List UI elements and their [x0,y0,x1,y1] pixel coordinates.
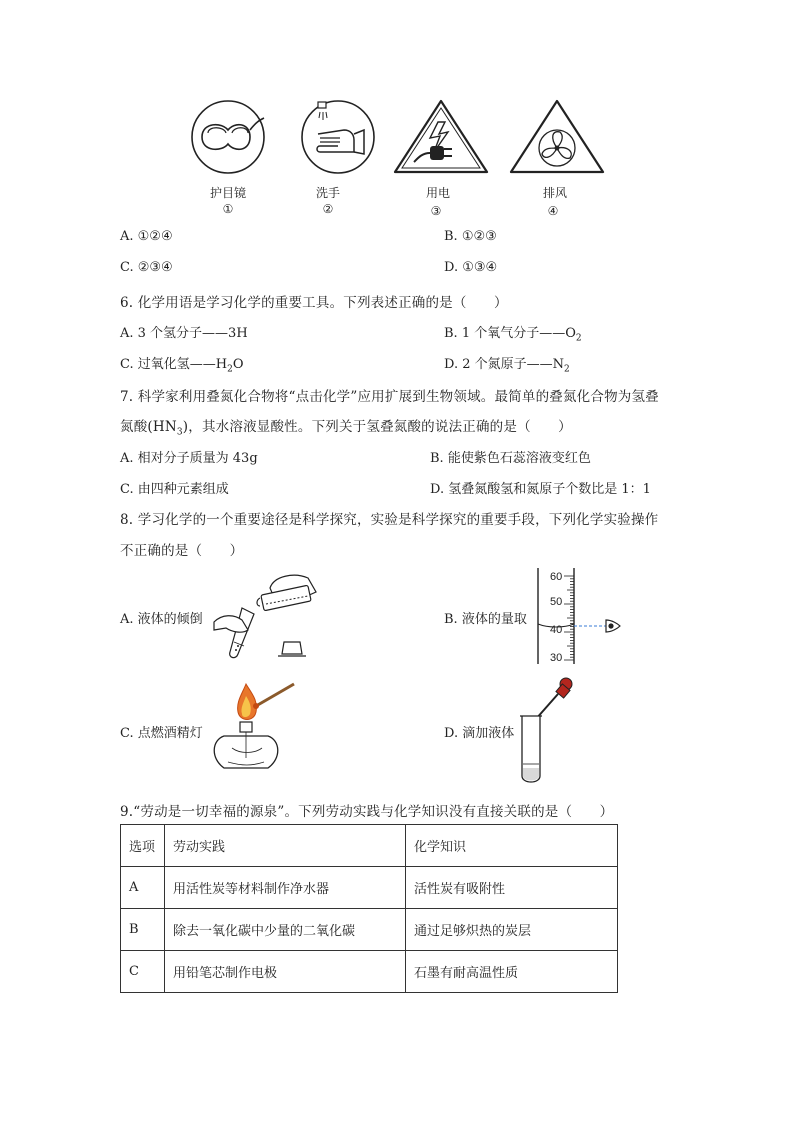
q6-option-b-text: B. 1 个氧气分子——O [444,326,576,341]
q5-option-b[interactable]: B. ①②③ [444,229,497,244]
dropper-illustration [512,676,582,784]
electricity-number: ③ [430,204,442,218]
goggles-label: 护目镜 [209,186,246,200]
q8-stem-line1: 8. 学习化学的一个重要途径是科学探究，实验是科学探究的重要手段，下列化学实验操作 [120,512,659,528]
q5-option-c[interactable]: C. ②③④ [120,260,173,275]
goggles-icon [188,100,268,175]
table-header-row [121,825,618,867]
q5-option-a[interactable]: A. ①②④ [120,229,173,244]
electricity-label: 用电 [425,186,450,200]
table-row [121,909,618,951]
table-row [121,867,618,909]
wash-hands-icon [298,100,378,175]
q7-stem-line2-sub: 3 [176,427,183,438]
cylinder-tick-30: 30 [550,652,563,664]
q6-option-c-sub: 2 [227,364,233,375]
cylinder-tick-50: 50 [550,596,563,608]
pouring-liquid-illustration [212,570,322,662]
q9-stem: 9.“劳动是一切幸福的源泉”。下列劳动实践与化学知识没有直接关联的是（ ） [120,804,614,820]
table-cell: 活性炭有吸附性 [406,867,618,909]
q7-option-d[interactable]: D. 氢叠氮酸氢和氮原子个数比是 1：1 [430,482,651,497]
electricity-icon [392,98,490,176]
q6-option-b-sub: 2 [575,333,582,344]
table-cell: C [121,951,165,993]
q5-option-d[interactable]: D. ①③④ [444,260,498,275]
q8-option-a[interactable]: A. 液体的倾倒 [120,612,203,627]
q6-option-a[interactable]: A. 3 个氢分子——3H [120,326,248,341]
q6-stem: 6. 化学用语是学习化学的重要工具。下列表述正确的是（ ） [120,295,508,311]
table-cell: 用活性炭等材料制作净水器 [165,867,406,909]
q7-option-b[interactable]: B. 能使紫色石蕊溶液变红色 [430,451,591,466]
q9-table [120,824,618,993]
table-cell: A [121,867,165,909]
ventilation-icon [508,98,606,176]
cylinder-tick-60: 60 [550,571,563,583]
table-header-cell: 劳动实践 [165,825,406,867]
q7-stem-line1: 7. 科学家利用叠氮化合物将“点击化学”应用扩展到生物领域。最简单的叠氮化合物为氢叠 [120,389,659,405]
q7-stem-line2-post: )，其水溶液显酸性。下列关于氢叠氮酸的说法正确的是（ ） [182,419,572,435]
table-row [121,951,618,993]
ventilation-number: ④ [547,204,559,218]
q6-option-c[interactable] [120,353,244,375]
cylinder-tick-40: 40 [550,624,563,636]
measuring-cylinder-illustration [532,566,628,666]
q6-option-d-sub: 2 [564,364,570,375]
table-cell: 用铅笔芯制作电极 [165,951,406,993]
ventilation-label: 排风 [542,186,567,200]
table-cell: 通过足够炽热的炭层 [406,909,618,951]
table-cell: B [121,909,165,951]
table-header-cell: 选项 [121,825,165,867]
q6-option-d[interactable] [444,353,570,375]
alcohol-lamp-illustration [206,678,306,778]
q7-option-a[interactable]: A. 相对分子质量为 43g [120,451,258,466]
table-header-cell: 化学知识 [406,825,618,867]
q6-option-b[interactable] [444,322,582,344]
goggles-number: ① [222,202,234,216]
q6-option-c-text: C. 过氧化氢——H [120,357,228,372]
q6-option-c-post: O [232,357,244,372]
table-cell: 除去一氧化碳中少量的二氧化碳 [165,909,406,951]
q8-option-d[interactable]: D. 滴加液体 [444,726,515,741]
wash-hands-label: 洗手 [315,186,340,200]
wash-hands-number: ② [322,202,334,216]
q7-stem-line2-pre: 氮酸(HN [120,419,177,435]
q6-option-d-text: D. 2 个氮原子——N [444,357,565,372]
table-cell: 石墨有耐高温性质 [406,951,618,993]
q7-option-c[interactable]: C. 由四种元素组成 [120,482,229,497]
q8-stem-line2: 不正确的是（ ） [120,543,244,559]
q8-option-b[interactable]: B. 液体的量取 [444,612,527,627]
q8-option-c[interactable]: C. 点燃酒精灯 [120,726,203,741]
q7-stem-line2 [120,415,572,438]
